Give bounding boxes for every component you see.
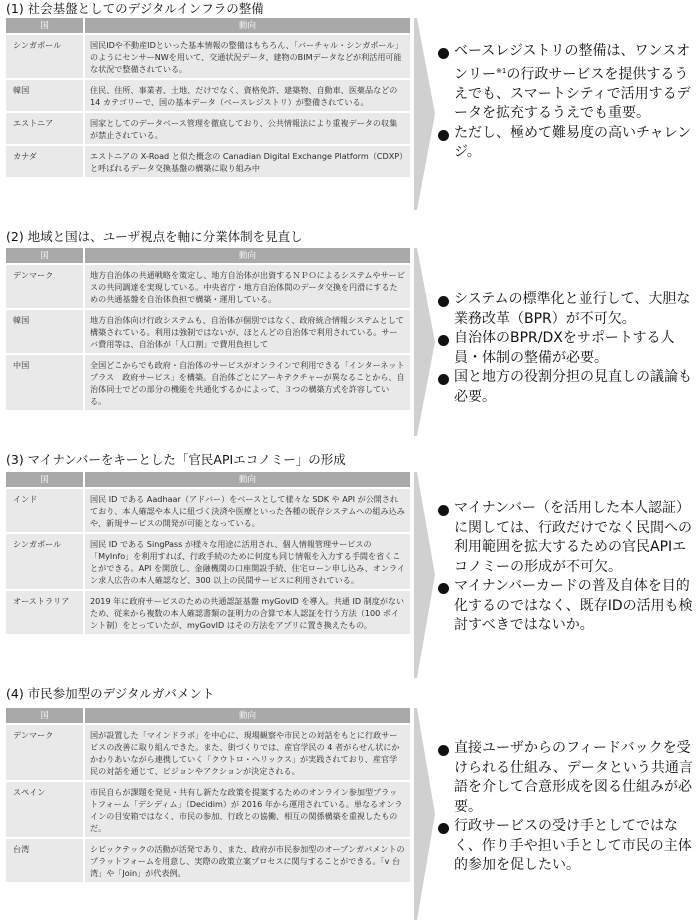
header-country: 国 [6,708,84,724]
row-country: シンガポール [6,34,84,79]
bullet-text: マイナンバーカードの普及自体を目的化するのではなく、既存IDの活用も検討すべきではないか。 [454,578,693,633]
chevron-right-icon [414,472,436,678]
bullet-dot-icon [438,583,449,594]
trend-table [6,248,410,410]
section-1 [0,0,700,215]
bullet-dot-icon [438,130,449,141]
bullet-item [438,499,698,577]
bullet-item [438,329,698,368]
bullet-dot-icon [438,374,449,385]
row-text: 国民IDや不動産IDといった基本情報の整備はもちろん、「バーチャル・シンガポール」のようにセンサーNWを用いて、交通状況データ、建物のBIMデータなどが利活用可能な状況で整備されている。 [84,34,410,79]
row-text: 全国どこからでも政府・自治体のサービスがオンラインで利用できる「インターネットプラス 政府サービス」を構築。自治体ごとにアーキテクチャーが異なることから、自治体同士でどの部分の機能を共通化するかによって、３つの構築方式を許容している。 [84,354,410,410]
section-title: (3) マイナンバーをキーとした「官民APIエコノミー」の形成 [6,452,346,467]
section-title: (4) 市民参加型のデジタルガバメント [6,686,215,701]
row-country: 中国 [6,354,84,410]
row-text: 地方自治体向け行政システムも、自治体が個別ではなく、政府統合情報システムとして構築されている。利用は強制ではないが、ほとんどの自治体で利用されている。サーバ費用等は、自治体が「人口割」で費用負担して [84,309,410,354]
row-country: エストニア [6,112,84,145]
row-country: デンマーク [6,724,84,781]
row-text: 国民 ID である SingPass が様々な用途に活用され、個人情報管理サービスの「MyInfo」を利用すれば、行政手続のために何度も同じ情報を入力する手間を省くことができる。API を開放し、金融機関の口座開設手続、住宅ローン申し込み、オンライン求人広告の本人確認など、300 以上の民間サービスに利用されている。 [84,533,410,590]
table-row [6,79,410,112]
header-trend: 動向 [84,472,410,488]
row-country: スペイン [6,781,84,838]
summary-bullets [438,290,698,407]
row-country: 韓国 [6,79,84,112]
row-text: 2019 年に政府サービスのための共通認証基盤 myGovID を導入。共通 ID 制度がないため、従来から複数の本人確認書類の証明力の合算で本人認証を行う方法（100 ポイント制）をとっていたが、myGovID はその方法をアプリに置き換えたもの。 [84,590,410,634]
bullet-item [438,42,698,124]
bullet-dot-icon [438,335,449,346]
table-row [6,533,410,590]
chevron-right-icon [414,708,436,920]
bullet-item [438,817,698,876]
summary-bullets [438,499,698,636]
bullet-dot-icon [438,745,449,756]
row-country: オーストラリア [6,590,84,634]
row-country: インド [6,488,84,533]
section-3 [0,451,700,679]
row-text: 地方自治体の共通戦略を策定し、地方自治体が出資するＮＰＯによるシステムやサービスの共同調達を実現している。中央省庁・地方自治体間のデータ交換を円滑にするための共通基盤を自治体負担で構築・運用している。 [84,264,410,309]
summary-bullets [438,739,698,876]
summary-bullets [438,42,698,163]
table-row [6,34,410,79]
row-country: 台湾 [6,838,84,882]
row-text: 市民自らが課題を発見・共有し新たな政策を提案するためのオンライン参加型プラットフォーム「デシディム」（Decidim）が 2016 年から運用されている。単なるオンラインの目安箱ではなく、市民の参加、行政との協働、相互の関係構築を重視したものだ。 [84,781,410,838]
header-country: 国 [6,18,84,34]
row-country: カナダ [6,145,84,177]
section-title: (1) 社会基盤としてのデジタルインフラの整備 [6,1,264,16]
table-row [6,590,410,634]
trend-table [6,708,410,882]
table-row [6,264,410,309]
table-header [6,708,410,724]
table-header [6,248,410,264]
trend-table [6,472,410,634]
row-text: 国家としてのデータベース管理を徹底しており、公共情報法により重複データの収集が禁止されている。 [84,112,410,145]
bullet-text: 行政サービスの受け手としてではなく、作り手や担い手として市民の主体的参加を促したい。 [454,818,692,873]
header-country: 国 [6,248,84,264]
row-text: 住民、住所、事業者、土地、だけでなく、資格免許、建築物、自動車、医薬品などの 14 カテゴリーで、国の基本データ（ベースレジストリ）が整備されている。 [84,79,410,112]
row-text: エストニアの X-Road と似た概念の Canadian Digital Exchange Platform（CDXP）と呼ばれるデータ交換基盤の構築に取り組み中 [84,145,410,177]
row-text: 国が設置した「マインドラボ」を中心に、現場観察や市民との対話をもとに行政サービスの改善に取り組んできた。また、街づくりでは、産官学民の 4 者がらせん状にかかわりあいながら連携していく「クウトロ・ヘリックス」が実践されており、産官学民の対話を通じて、ビジョンやアクションが決定される。 [84,724,410,781]
bullet-item [438,577,698,636]
bullet-text: 国と地方の役割分担の見直しの議論も必要。 [454,369,692,405]
bullet-dot-icon [438,48,449,59]
table-row [6,488,410,533]
table-row [6,145,410,177]
bullet-text: マイナンバー（を活用した本人認証）に関しては、行政だけでなく民間への利用範囲を拡大するための官民APIエコノミーの形成が不可欠。 [454,500,692,575]
row-text: 国民 ID である Aadhaar（アドバー）をベースとして様々な SDK や API が公開されており、本人確認や本人に紐づく決済や医療といった各種の既存システムへの組み込みや、新規サービスの開発が可能となっている。 [84,488,410,533]
table-row [6,838,410,882]
header-trend: 動向 [84,708,410,724]
bullet-text: 自治体のBPR/DXをサポートする人員・体制の整備が必要。 [454,330,675,366]
header-trend: 動向 [84,18,410,34]
chevron-right-icon [414,248,436,436]
row-country: デンマーク [6,264,84,309]
chevron-right-icon [414,18,436,210]
row-country: 韓国 [6,309,84,354]
bullet-item [438,124,698,163]
row-text: シビックテックの活動が活発であり、また、政府が市民参加型のオープンガバメントのプラットフォームを用意し、実際の政策立案プロセスに関与することができる。「v 台湾」や「Join」が代表例。 [84,838,410,882]
table-header [6,472,410,488]
bullet-text: ただし、極めて難易度の高いチャレンジ。 [454,124,692,161]
bullet-text: 直接ユーザからのフィードバックを受けられる仕組み、データという共通言語を介して合意形成を図る仕組みが必要。 [454,740,693,815]
bullet-text: ベースレジストリの整備は、ワンスオンリー [454,43,691,83]
header-country: 国 [6,472,84,488]
header-trend: 動向 [84,248,410,264]
table-row [6,781,410,838]
table-row [6,354,410,410]
bullet-text-cont: の行政サービスを提供するうえでも、スマートシティで活用するデータを拡充するうえでも重要。 [454,66,691,122]
bullet-item [438,368,698,407]
bullet-dot-icon [438,505,449,516]
table-row [6,724,410,781]
trend-table [6,18,410,177]
bullet-dot-icon [438,823,449,834]
bullet-text: システムの標準化と並行して、大胆な業務改革（BPR）が不可欠。 [454,291,691,327]
table-row [6,112,410,145]
bullet-item [438,290,698,329]
section-2 [0,228,700,438]
table-row [6,309,410,354]
footnote-mark: ※1 [496,66,507,75]
bullet-dot-icon [438,296,449,307]
section-title: (2) 地域と国は、ユーザ視点を軸に分業体制を見直し [6,229,303,244]
bullet-item [438,739,698,817]
section-4 [0,685,700,923]
table-header [6,18,410,34]
row-country: シンガポール [6,533,84,590]
